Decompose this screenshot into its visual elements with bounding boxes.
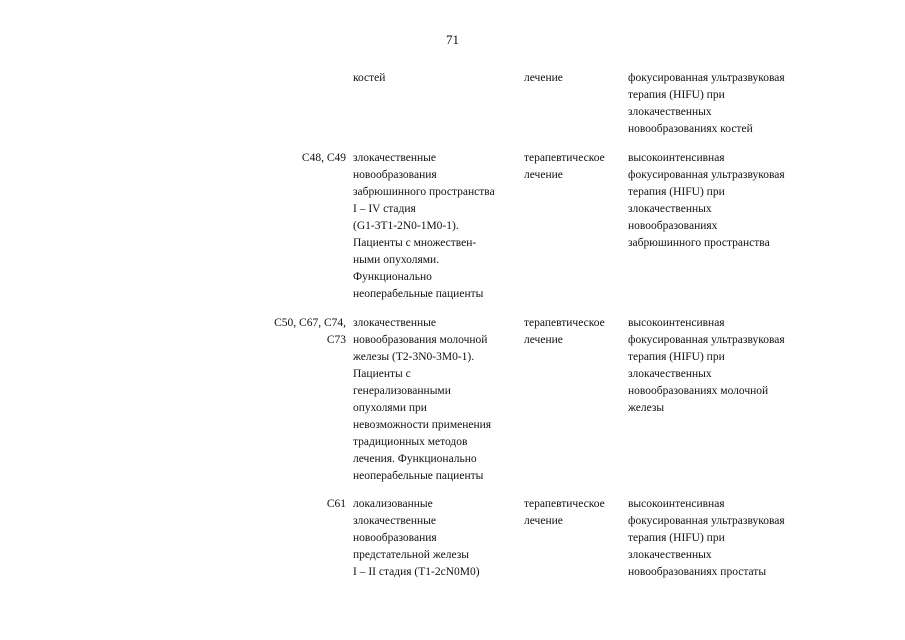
page-number: 71: [446, 32, 459, 47]
disease-line: неоперабельные пациенты: [353, 470, 484, 482]
disease-line: локализованные: [353, 498, 433, 510]
treatment-type-cell: [524, 496, 605, 530]
disease-line: ными опухолями.: [353, 254, 440, 266]
method-line: фокусированная ультразвуковая: [628, 515, 785, 527]
method-cell: [628, 496, 785, 581]
disease-line: Пациенты с множествен-: [353, 237, 477, 249]
method-line: злокачественных: [628, 106, 712, 118]
treatment-type-cell: [524, 70, 563, 87]
disease-line: новообразования: [353, 169, 437, 181]
disease-line: злокачественные: [353, 515, 436, 527]
disease-cell: [353, 496, 480, 581]
method-cell: [628, 315, 785, 417]
disease-line: Пациенты с: [353, 368, 411, 380]
disease-line: генерализованными: [353, 385, 451, 397]
treatment-type-line: терапевтическое: [524, 152, 605, 164]
code-line: C48, C49: [301, 152, 346, 164]
disease-line: I – II стадия (T1-2cN0M0): [353, 566, 480, 578]
disease-line: лечения. Функционально: [353, 453, 477, 465]
disease-line: новообразования: [353, 532, 437, 544]
disease-line: Функционально: [353, 271, 432, 283]
method-line: железы: [628, 402, 665, 414]
treatment-type-line: терапевтическое: [524, 317, 605, 329]
code-cell: [252, 150, 346, 167]
disease-line: I – IV стадия: [353, 203, 416, 215]
disease-line: железы (T2-3N0-3M0-1).: [353, 351, 475, 363]
method-cell: [628, 70, 785, 138]
treatment-type-cell: [524, 315, 605, 349]
code-line: C50, C67, C74,: [274, 317, 346, 329]
method-line: фокусированная ультразвуковая: [628, 72, 785, 84]
method-line: терапия (HIFU) при: [628, 186, 725, 198]
method-line: терапия (HIFU) при: [628, 351, 725, 363]
treatment-type-line: лечение: [524, 72, 563, 84]
disease-line: предстательной железы: [353, 549, 469, 561]
method-line: высокоинтенсивная: [628, 498, 725, 510]
method-line: злокачественных: [628, 549, 712, 561]
method-line: новообразованиях простаты: [628, 566, 767, 578]
code-cell: [252, 315, 346, 349]
method-line: высокоинтенсивная: [628, 152, 725, 164]
disease-cell: [353, 70, 385, 87]
code-line: C61: [326, 498, 346, 510]
method-line: новообразованиях молочной: [628, 385, 769, 397]
disease-line: неоперабельные пациенты: [353, 288, 484, 300]
treatment-type-line: лечение: [524, 169, 563, 181]
method-line: злокачественных: [628, 203, 712, 215]
treatment-type-line: лечение: [524, 334, 563, 346]
method-line: злокачественных: [628, 368, 712, 380]
method-cell: [628, 150, 785, 252]
disease-cell: [353, 315, 491, 485]
method-line: фокусированная ультразвуковая: [628, 334, 785, 346]
method-line: терапия (HIFU) при: [628, 532, 725, 544]
method-line: высокоинтенсивная: [628, 317, 725, 329]
disease-line: злокачественные: [353, 152, 436, 164]
disease-line: злокачественные: [353, 317, 436, 329]
treatment-type-line: терапевтическое: [524, 498, 605, 510]
disease-line: (G1-3T1-2N0-1M0-1).: [353, 220, 459, 232]
disease-line: опухолями при: [353, 402, 427, 414]
method-line: новообразованиях: [628, 220, 718, 232]
disease-line: забрюшинного пространства: [353, 186, 495, 198]
disease-line: костей: [353, 72, 386, 84]
treatment-type-cell: [524, 150, 605, 184]
code-cell: [252, 496, 346, 513]
method-line: терапия (HIFU) при: [628, 89, 725, 101]
disease-cell: [353, 150, 495, 303]
method-line: забрюшинного пространства: [628, 237, 770, 249]
code-line: C73: [326, 334, 346, 346]
disease-line: традиционных методов: [353, 436, 468, 448]
method-line: новообразованиях костей: [628, 123, 753, 135]
method-line: фокусированная ультразвуковая: [628, 169, 785, 181]
disease-line: невозможности применения: [353, 419, 492, 431]
treatment-type-line: лечение: [524, 515, 563, 527]
disease-line: новообразования молочной: [353, 334, 488, 346]
